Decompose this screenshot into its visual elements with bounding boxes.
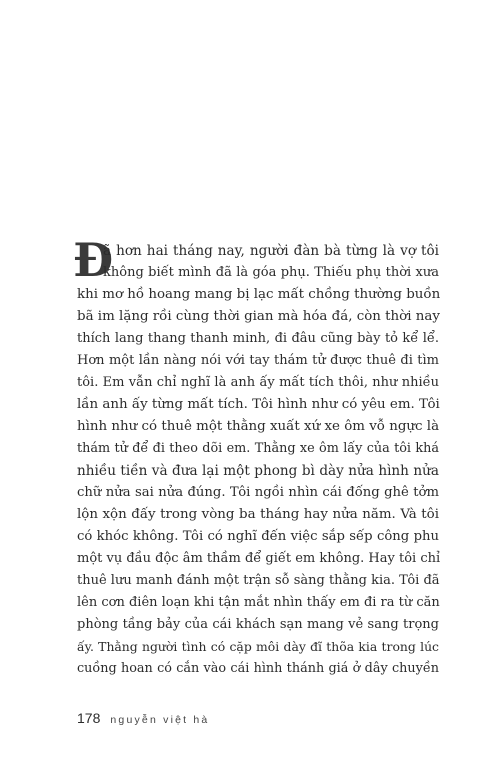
text-line: hình như có thuê một thằng xuất xứ xe ôm vỗ ngực là (77, 419, 440, 434)
text-line: lộn xộn đấy trong vòng ba tháng hay nửa năm. Và tôi (77, 507, 439, 522)
text-line: một vụ đầu độc âm thầm để giết em không. Hay tôi chỉ (77, 551, 441, 566)
page-number: 178 (77, 710, 101, 726)
text-line: thám tử để đi theo dõi em. Thằng xe ôm lấy của tôi khá (77, 441, 439, 456)
text-line: chữ nửa sai nửa đúng. Tôi ngồi nhìn cái đống ghê tởm (77, 485, 439, 500)
page-footer (77, 710, 209, 727)
text-line: có khóc không. Tôi có nghĩ đến việc sắp sếp công phu (77, 529, 439, 544)
drop-cap: Đ (73, 233, 114, 287)
text-line: Hơn một lần nàng nói với tay thám tử được thuê đi tìm (77, 353, 439, 368)
text-line: thích lang thang thanh minh, đi đâu cũng bày tỏ kể lể. (77, 331, 439, 346)
text-line: ấy. Thằng người tình có cặp môi dày đĩ thõa kia trong lúc (77, 639, 439, 654)
text-line: lên cơn điên loạn khi tận mắt nhìn thấy em đi ra từ căn (77, 595, 440, 610)
text-line: tôi. Em vẫn chỉ nghĩ là anh ấy mất tích thôi, như nhiều (77, 375, 439, 390)
text-line: ã hơn hai tháng nay, người đàn bà từng là vợ tôi (103, 243, 439, 259)
text-line: bã im lặng rồi cùng thời gian mà hóa đá, còn thời nay (77, 309, 440, 324)
text-line: lần anh ấy từng mất tích. Tôi hình như có yêu em. Tôi (77, 397, 440, 412)
text-line: phòng tầng bảy của cái khách sạn mang vẻ sang trọng (77, 617, 439, 632)
text-line: cuồng hoan có cắn vào cái hình thánh giá ở dây chuyền (77, 661, 439, 676)
text-line: không biết mình đã là góa phụ. Thiếu phụ thời xưa (103, 265, 439, 280)
text-line: nhiều tiền và đưa lại một phong bì dày nửa hình nửa (77, 463, 439, 479)
author-name: nguyễn việt hà (110, 714, 210, 726)
text-line: khi mơ hồ hoang mang bị lạc mất chồng thường buồn (77, 287, 441, 302)
text-line: thuê lưu manh đánh một trận sỗ sàng thằng kia. Tôi đã (77, 573, 440, 588)
